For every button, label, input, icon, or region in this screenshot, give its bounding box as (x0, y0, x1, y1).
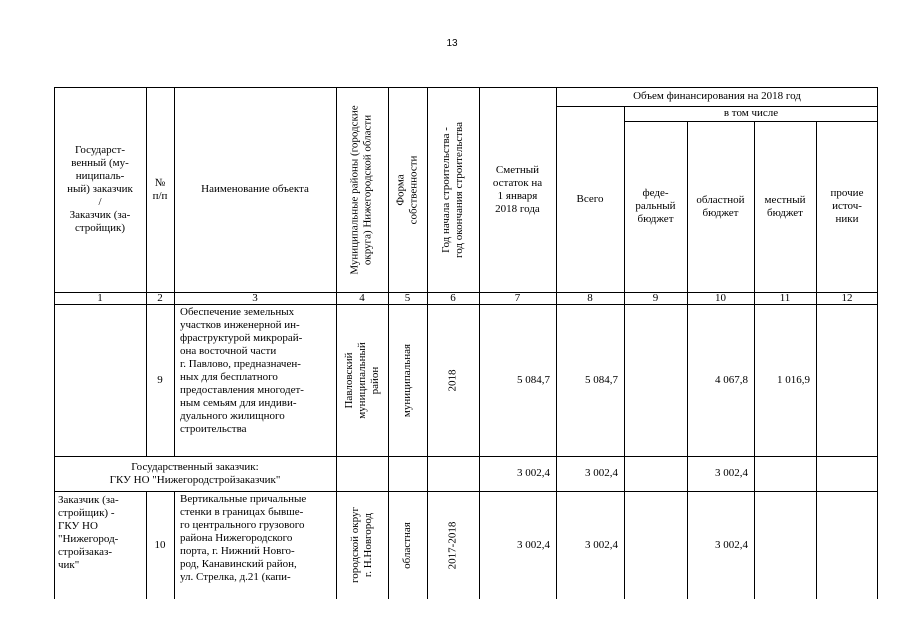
row2-total: 3 002,4 (585, 538, 618, 551)
col-number: 9 (652, 292, 659, 304)
header-number: № п/п (152, 176, 168, 202)
header-total: Всего (576, 192, 604, 205)
row1-district: Павловский муниципальный район (342, 341, 381, 419)
subtotal-balance: 3 002,4 (517, 467, 550, 479)
row1-balance: 5 084,7 (517, 373, 550, 386)
row1-ownership: муниципальная (401, 343, 413, 417)
row2-ownership: областная (401, 521, 413, 569)
subtotal-regional: 3 002,4 (715, 467, 748, 479)
header-estimated-balance: Сметный остаток на 1 января 2018 года (492, 163, 543, 215)
row2-regional: 3 002,4 (715, 538, 748, 551)
col-number: 11 (779, 292, 791, 304)
header-ownership: Форма собственности (394, 155, 420, 224)
row2-years: 2017-2018 (446, 521, 459, 569)
financing-table (54, 87, 878, 599)
header-customer: Государст- венный (му- ниципаль- ный) заказчик / Заказчик (за- стройщик) (67, 144, 133, 234)
row1-local: 1 016,9 (777, 373, 810, 386)
col-number: 7 (514, 292, 521, 304)
subtotal-total: 3 002,4 (585, 467, 618, 479)
header-federal-budget: феде- ральный бюджет (635, 187, 676, 225)
header-other-sources: прочие источ- ники (830, 187, 864, 225)
header-years: Год начала строительства - год окончания строительства (440, 121, 465, 258)
row1-number: 9 (157, 373, 163, 386)
row1-years: 2018 (446, 369, 459, 391)
col-number: 1 (97, 292, 103, 304)
row2-object-name: Вертикальные причальные стенки в границах бывше- го центрального грузового района Нижегородского порта, г. Нижний Новго- род, Канавинский район, ул. Стрелка, д.21 (капи- (180, 493, 307, 583)
header-financing-volume: Объем финансирования на 2018 год (633, 90, 801, 102)
header-regional-budget: областной бюджет (696, 193, 745, 219)
row2-number: 10 (154, 538, 166, 551)
row1-total: 5 084,7 (585, 373, 618, 386)
col-number: 6 (450, 292, 456, 304)
row1-regional: 4 067,8 (715, 373, 748, 386)
col-number: 10 (715, 292, 726, 304)
header-including: в том числе (723, 107, 779, 119)
header-municipal-districts: Муниципальные районы (городские округа) Нижегородской области (349, 104, 374, 275)
col-number: 5 (404, 292, 411, 304)
col-number: 12 (841, 292, 853, 304)
col-number: 3 (252, 292, 258, 304)
col-number: 4 (359, 292, 365, 304)
row2-balance: 3 002,4 (517, 538, 550, 551)
row1-object-name: Обеспечение земельных участков инженерной ин- фраструктурой микрорай- она восточной части г. Павлово, предназначен- ных для бесплатного предоставления многодет- ным семьям для индиви- дуального жилищного строительства (180, 306, 304, 435)
subtotal-label: Государственный заказчик: ГКУ НО "Нижегородстройзаказчик" (109, 460, 281, 486)
header-local-budget: местный бюджет (764, 193, 806, 219)
row2-customer: Заказчик (за- стройщик) - ГКУ НО "Нижегород- стройзаказ- чик" (58, 494, 119, 571)
row2-district: городской округ г. Н.Новгород (349, 506, 375, 584)
col-number: 2 (157, 292, 163, 304)
header-object-name: Наименование объекта (201, 183, 309, 195)
page-number: 13 (446, 38, 458, 49)
col-number: 8 (587, 292, 593, 304)
grid-line (174, 491, 175, 599)
